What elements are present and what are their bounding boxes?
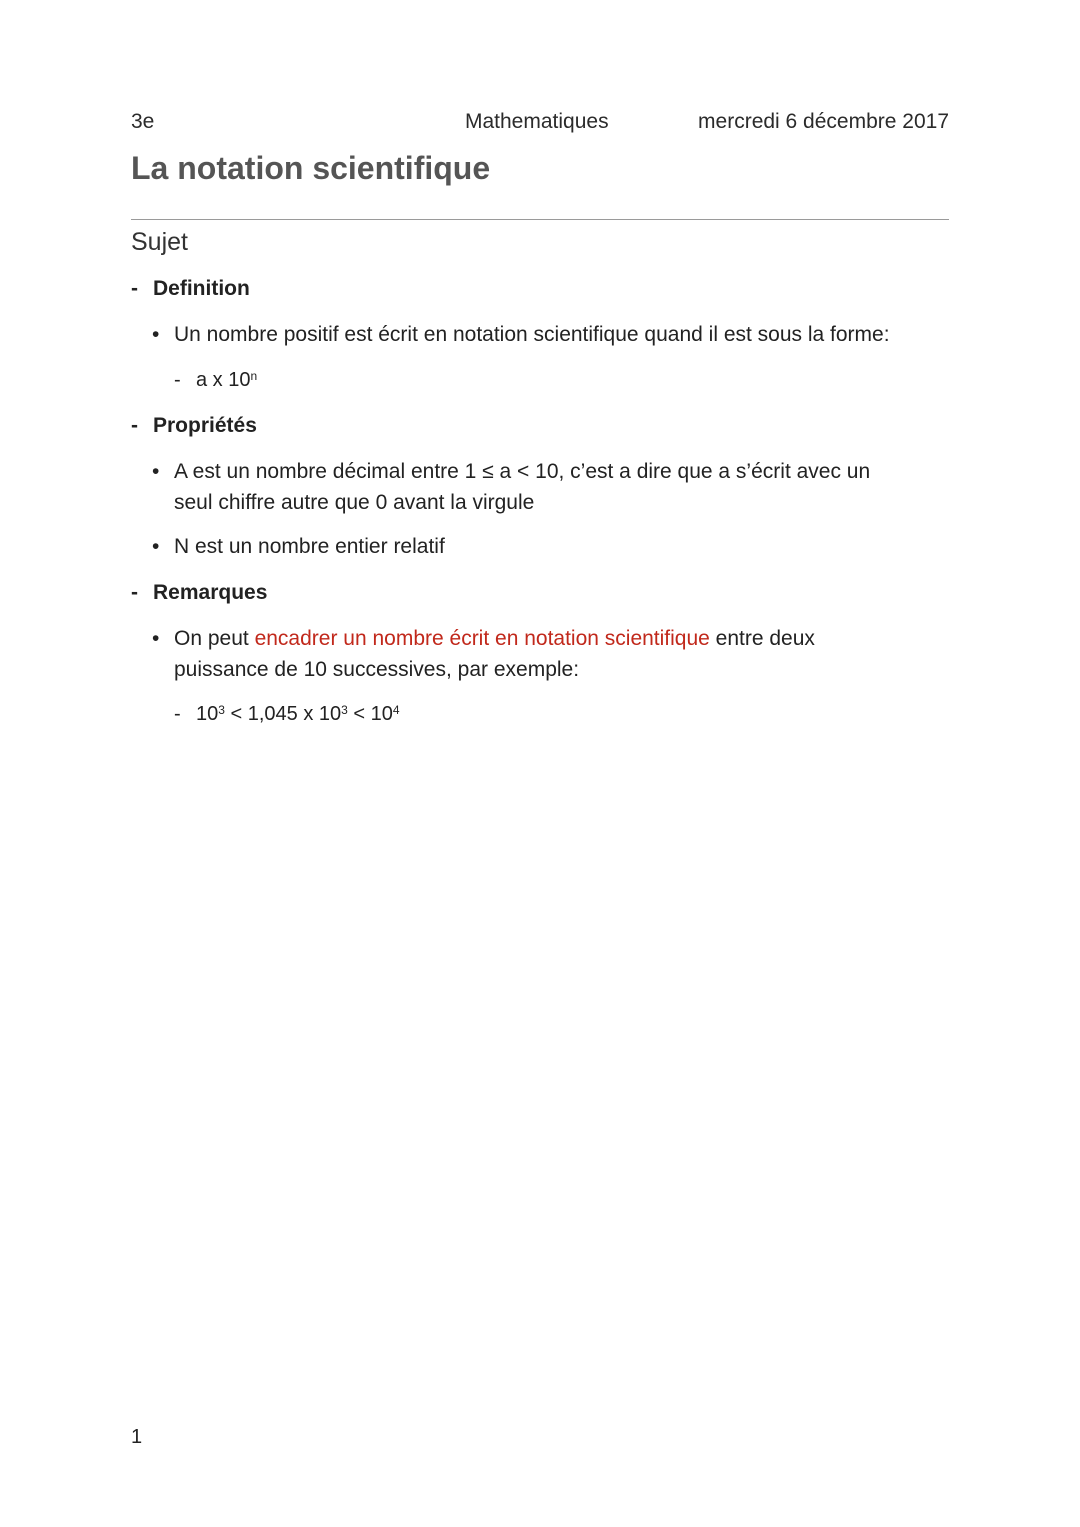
definition-bullet: [152, 319, 952, 350]
page-title: La notation scientifique: [131, 150, 491, 186]
definition-formula: [174, 366, 257, 394]
definition-bullet-text: Un nombre positif est écrit en notation scientifique quand il est sous la forme:: [174, 323, 890, 346]
remarques-text-before: On peut: [174, 627, 255, 650]
example-part-3: < 10: [347, 703, 393, 725]
dash-marker: -: [131, 581, 138, 604]
bullet-icon: •: [152, 535, 160, 558]
subject-name: Mathematiques: [465, 110, 609, 133]
formula-exponent: n: [250, 369, 258, 383]
example-exp-2: 3: [341, 703, 348, 717]
remarques-heading-label: Remarques: [153, 581, 268, 604]
class-level: 3e: [131, 110, 155, 133]
example-part-1: 10: [196, 703, 219, 725]
proprietes-bullet-2: [152, 531, 952, 562]
proprietes-bullet-1: [152, 456, 912, 518]
remarques-example: [174, 700, 400, 728]
example-exp-1: 3: [218, 703, 225, 717]
remarques-highlight: encadrer un nombre écrit en notation scientifique: [254, 627, 710, 650]
dash-marker: -: [174, 703, 181, 725]
example-exp-3: 4: [392, 703, 400, 717]
remarques-bullet-text: [174, 623, 872, 685]
document-date: mercredi 6 décembre 2017: [698, 110, 949, 133]
section-heading: Sujet: [131, 228, 188, 256]
bullet-icon: •: [152, 627, 160, 650]
proprietes-bullet-2-text: N est un nombre entier relatif: [174, 535, 445, 558]
proprietes-heading: [131, 412, 257, 440]
page-number: 1: [131, 1426, 143, 1448]
dash-marker: -: [174, 369, 181, 391]
remarques-text-after: entre deux puissance de 10 successives, par exemple:: [174, 627, 815, 681]
remarques-bullet: [152, 623, 872, 685]
example-part-2: < 1,045 x 10: [224, 703, 342, 725]
definition-heading: [131, 275, 250, 303]
formula-base: a x 10: [196, 369, 251, 391]
definition-heading-label: Definition: [153, 277, 250, 300]
remarques-heading: [131, 579, 267, 607]
bullet-icon: •: [152, 323, 160, 346]
dash-marker: -: [131, 277, 138, 300]
title-divider: [131, 219, 949, 220]
proprietes-bullet-1-text: A est un nombre décimal entre 1 ≤ a < 10, c’est a dire que a s’écrit avec un seul chiffre autre que 0 avant la virgule: [174, 460, 871, 514]
bullet-icon: •: [152, 460, 160, 483]
dash-marker: -: [131, 414, 138, 437]
proprietes-heading-label: Propriétés: [153, 414, 257, 437]
